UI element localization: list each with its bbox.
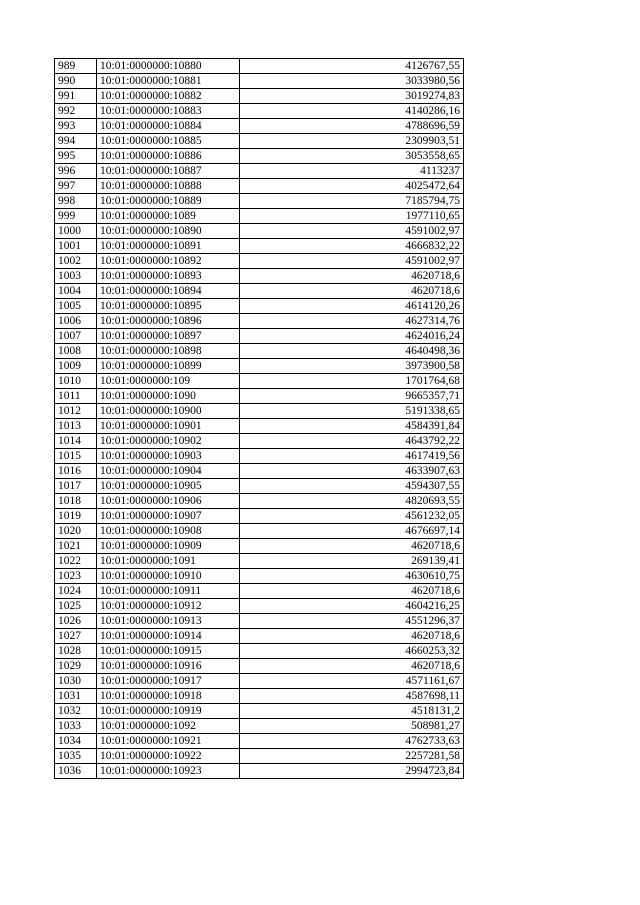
value-cell: 4620718,6	[240, 629, 464, 644]
value-cell: 508981,27	[240, 719, 464, 734]
value-cell: 4561232,05	[240, 509, 464, 524]
row-number-cell: 1031	[55, 689, 97, 704]
cadastral-number-cell: 10:01:0000000:10902	[97, 434, 240, 449]
row-number-cell: 997	[55, 179, 97, 194]
value-cell: 4584391,84	[240, 419, 464, 434]
cadastral-number-cell: 10:01:0000000:10896	[97, 314, 240, 329]
row-number-cell: 1014	[55, 434, 97, 449]
cadastral-number-cell: 10:01:0000000:1091	[97, 554, 240, 569]
row-number-cell: 1000	[55, 224, 97, 239]
table-row	[55, 734, 464, 749]
table-row	[55, 89, 464, 104]
table-row	[55, 419, 464, 434]
cadastral-number-cell: 10:01:0000000:10895	[97, 299, 240, 314]
row-number-cell: 1006	[55, 314, 97, 329]
cadastral-number-cell: 10:01:0000000:10900	[97, 404, 240, 419]
cadastral-number-cell: 10:01:0000000:10897	[97, 329, 240, 344]
table-row	[55, 359, 464, 374]
row-number-cell: 1030	[55, 674, 97, 689]
cadastral-number-cell: 10:01:0000000:10912	[97, 599, 240, 614]
table-row	[55, 449, 464, 464]
cadastral-number-cell: 10:01:0000000:10884	[97, 119, 240, 134]
value-cell: 3033980,56	[240, 74, 464, 89]
cadastral-number-cell: 10:01:0000000:1090	[97, 389, 240, 404]
table-row	[55, 584, 464, 599]
table-row	[55, 104, 464, 119]
row-number-cell: 1013	[55, 419, 97, 434]
cadastral-number-cell: 10:01:0000000:10907	[97, 509, 240, 524]
cadastral-table	[54, 58, 464, 779]
table-row	[55, 329, 464, 344]
row-number-cell: 1034	[55, 734, 97, 749]
table-row	[55, 59, 464, 74]
value-cell: 4640498,36	[240, 344, 464, 359]
row-number-cell: 1033	[55, 719, 97, 734]
table-row	[55, 569, 464, 584]
cadastral-number-cell: 10:01:0000000:10919	[97, 704, 240, 719]
cadastral-number-cell: 10:01:0000000:10915	[97, 644, 240, 659]
table-row	[55, 269, 464, 284]
value-cell: 269139,41	[240, 554, 464, 569]
value-cell: 3019274,83	[240, 89, 464, 104]
table-row	[55, 629, 464, 644]
table-row	[55, 254, 464, 269]
table-row	[55, 224, 464, 239]
cadastral-number-cell: 10:01:0000000:10906	[97, 494, 240, 509]
value-cell: 4571161,67	[240, 674, 464, 689]
cadastral-number-cell: 10:01:0000000:10886	[97, 149, 240, 164]
row-number-cell: 998	[55, 194, 97, 209]
table-row	[55, 719, 464, 734]
value-cell: 4614120,26	[240, 299, 464, 314]
table-row	[55, 434, 464, 449]
cadastral-number-cell: 10:01:0000000:10914	[97, 629, 240, 644]
cadastral-number-cell: 10:01:0000000:10908	[97, 524, 240, 539]
table-row	[55, 704, 464, 719]
table-row	[55, 689, 464, 704]
row-number-cell: 1023	[55, 569, 97, 584]
row-number-cell: 990	[55, 74, 97, 89]
table-body	[55, 59, 464, 779]
table-row	[55, 464, 464, 479]
table-row	[55, 599, 464, 614]
row-number-cell: 1032	[55, 704, 97, 719]
value-cell: 4788696,59	[240, 119, 464, 134]
row-number-cell: 1019	[55, 509, 97, 524]
row-number-cell: 1018	[55, 494, 97, 509]
value-cell: 1701764,68	[240, 374, 464, 389]
cadastral-number-cell: 10:01:0000000:10894	[97, 284, 240, 299]
row-number-cell: 1025	[55, 599, 97, 614]
value-cell: 1977110,65	[240, 209, 464, 224]
row-number-cell: 1004	[55, 284, 97, 299]
row-number-cell: 1003	[55, 269, 97, 284]
row-number-cell: 1016	[55, 464, 97, 479]
cadastral-number-cell: 10:01:0000000:10901	[97, 419, 240, 434]
row-number-cell: 996	[55, 164, 97, 179]
cadastral-number-cell: 10:01:0000000:10885	[97, 134, 240, 149]
value-cell: 3053558,65	[240, 149, 464, 164]
cadastral-number-cell: 10:01:0000000:10916	[97, 659, 240, 674]
row-number-cell: 993	[55, 119, 97, 134]
table-row	[55, 644, 464, 659]
cadastral-number-cell: 10:01:0000000:1092	[97, 719, 240, 734]
cadastral-number-cell: 10:01:0000000:10923	[97, 764, 240, 779]
cadastral-number-cell: 10:01:0000000:10911	[97, 584, 240, 599]
value-cell: 2994723,84	[240, 764, 464, 779]
row-number-cell: 1036	[55, 764, 97, 779]
cadastral-number-cell: 10:01:0000000:10898	[97, 344, 240, 359]
value-cell: 7185794,75	[240, 194, 464, 209]
table-row	[55, 299, 464, 314]
table-row	[55, 404, 464, 419]
table-row	[55, 674, 464, 689]
row-number-cell: 989	[55, 59, 97, 74]
table-row	[55, 74, 464, 89]
table-row	[55, 764, 464, 779]
row-number-cell: 1026	[55, 614, 97, 629]
table-row	[55, 554, 464, 569]
table-row	[55, 614, 464, 629]
cadastral-number-cell: 10:01:0000000:10892	[97, 254, 240, 269]
table-row	[55, 209, 464, 224]
table-row	[55, 494, 464, 509]
row-number-cell: 1005	[55, 299, 97, 314]
cadastral-number-cell: 10:01:0000000:10921	[97, 734, 240, 749]
value-cell: 4820693,55	[240, 494, 464, 509]
cadastral-number-cell: 10:01:0000000:10905	[97, 479, 240, 494]
cadastral-number-cell: 10:01:0000000:10890	[97, 224, 240, 239]
table-row	[55, 179, 464, 194]
value-cell: 4604216,25	[240, 599, 464, 614]
row-number-cell: 999	[55, 209, 97, 224]
row-number-cell: 1015	[55, 449, 97, 464]
value-cell: 4591002,97	[240, 254, 464, 269]
value-cell: 2309903,51	[240, 134, 464, 149]
cadastral-number-cell: 10:01:0000000:10913	[97, 614, 240, 629]
cadastral-number-cell: 10:01:0000000:10888	[97, 179, 240, 194]
cadastral-number-cell: 10:01:0000000:10882	[97, 89, 240, 104]
row-number-cell: 1010	[55, 374, 97, 389]
value-cell: 4617419,56	[240, 449, 464, 464]
row-number-cell: 1020	[55, 524, 97, 539]
row-number-cell: 1001	[55, 239, 97, 254]
value-cell: 4643792,22	[240, 434, 464, 449]
value-cell: 4620718,6	[240, 269, 464, 284]
value-cell: 4591002,97	[240, 224, 464, 239]
row-number-cell: 1017	[55, 479, 97, 494]
value-cell: 4620718,6	[240, 539, 464, 554]
row-number-cell: 1012	[55, 404, 97, 419]
cadastral-number-cell: 10:01:0000000:10910	[97, 569, 240, 584]
value-cell: 4624016,24	[240, 329, 464, 344]
row-number-cell: 1021	[55, 539, 97, 554]
row-number-cell: 1027	[55, 629, 97, 644]
row-number-cell: 1035	[55, 749, 97, 764]
value-cell: 4620718,6	[240, 284, 464, 299]
table-row	[55, 239, 464, 254]
table-row	[55, 374, 464, 389]
row-number-cell: 1002	[55, 254, 97, 269]
table-row	[55, 479, 464, 494]
value-cell: 4627314,76	[240, 314, 464, 329]
table-row	[55, 134, 464, 149]
cadastral-number-cell: 10:01:0000000:10904	[97, 464, 240, 479]
value-cell: 4620718,6	[240, 659, 464, 674]
cadastral-number-cell: 10:01:0000000:10889	[97, 194, 240, 209]
value-cell: 4666832,22	[240, 239, 464, 254]
row-number-cell: 1011	[55, 389, 97, 404]
row-number-cell: 1024	[55, 584, 97, 599]
cadastral-number-cell: 10:01:0000000:10881	[97, 74, 240, 89]
table-row	[55, 119, 464, 134]
value-cell: 4587698,11	[240, 689, 464, 704]
row-number-cell: 992	[55, 104, 97, 119]
value-cell: 4551296,37	[240, 614, 464, 629]
row-number-cell: 994	[55, 134, 97, 149]
value-cell: 3973900,58	[240, 359, 464, 374]
cadastral-number-cell: 10:01:0000000:10909	[97, 539, 240, 554]
value-cell: 4113237	[240, 164, 464, 179]
value-cell: 4025472,64	[240, 179, 464, 194]
row-number-cell: 991	[55, 89, 97, 104]
cadastral-number-cell: 10:01:0000000:10880	[97, 59, 240, 74]
table-row	[55, 524, 464, 539]
table-row	[55, 164, 464, 179]
table-row	[55, 749, 464, 764]
cadastral-number-cell: 10:01:0000000:109	[97, 374, 240, 389]
value-cell: 4633907,63	[240, 464, 464, 479]
table-row	[55, 389, 464, 404]
value-cell: 4126767,55	[240, 59, 464, 74]
cadastral-number-cell: 10:01:0000000:10887	[97, 164, 240, 179]
value-cell: 4140286,16	[240, 104, 464, 119]
cadastral-number-cell: 10:01:0000000:10917	[97, 674, 240, 689]
value-cell: 5191338,65	[240, 404, 464, 419]
table-row	[55, 539, 464, 554]
row-number-cell: 1029	[55, 659, 97, 674]
cadastral-number-cell: 10:01:0000000:10903	[97, 449, 240, 464]
table-row	[55, 659, 464, 674]
cadastral-number-cell: 10:01:0000000:10893	[97, 269, 240, 284]
row-number-cell: 1008	[55, 344, 97, 359]
value-cell: 4518131,2	[240, 704, 464, 719]
table-row	[55, 284, 464, 299]
row-number-cell: 1007	[55, 329, 97, 344]
value-cell: 4762733,63	[240, 734, 464, 749]
value-cell: 4676697,14	[240, 524, 464, 539]
cadastral-number-cell: 10:01:0000000:10899	[97, 359, 240, 374]
table-row	[55, 509, 464, 524]
table-row	[55, 194, 464, 209]
value-cell: 4594307,55	[240, 479, 464, 494]
value-cell: 4660253,32	[240, 644, 464, 659]
row-number-cell: 1022	[55, 554, 97, 569]
value-cell: 9665357,71	[240, 389, 464, 404]
cadastral-number-cell: 10:01:0000000:10918	[97, 689, 240, 704]
value-cell: 4630610,75	[240, 569, 464, 584]
value-cell: 2257281,58	[240, 749, 464, 764]
table-row	[55, 149, 464, 164]
cadastral-number-cell: 10:01:0000000:10922	[97, 749, 240, 764]
value-cell: 4620718,6	[240, 584, 464, 599]
cadastral-number-cell: 10:01:0000000:10891	[97, 239, 240, 254]
table-row	[55, 344, 464, 359]
row-number-cell: 1009	[55, 359, 97, 374]
row-number-cell: 995	[55, 149, 97, 164]
cadastral-number-cell: 10:01:0000000:10883	[97, 104, 240, 119]
cadastral-number-cell: 10:01:0000000:1089	[97, 209, 240, 224]
table-row	[55, 314, 464, 329]
row-number-cell: 1028	[55, 644, 97, 659]
